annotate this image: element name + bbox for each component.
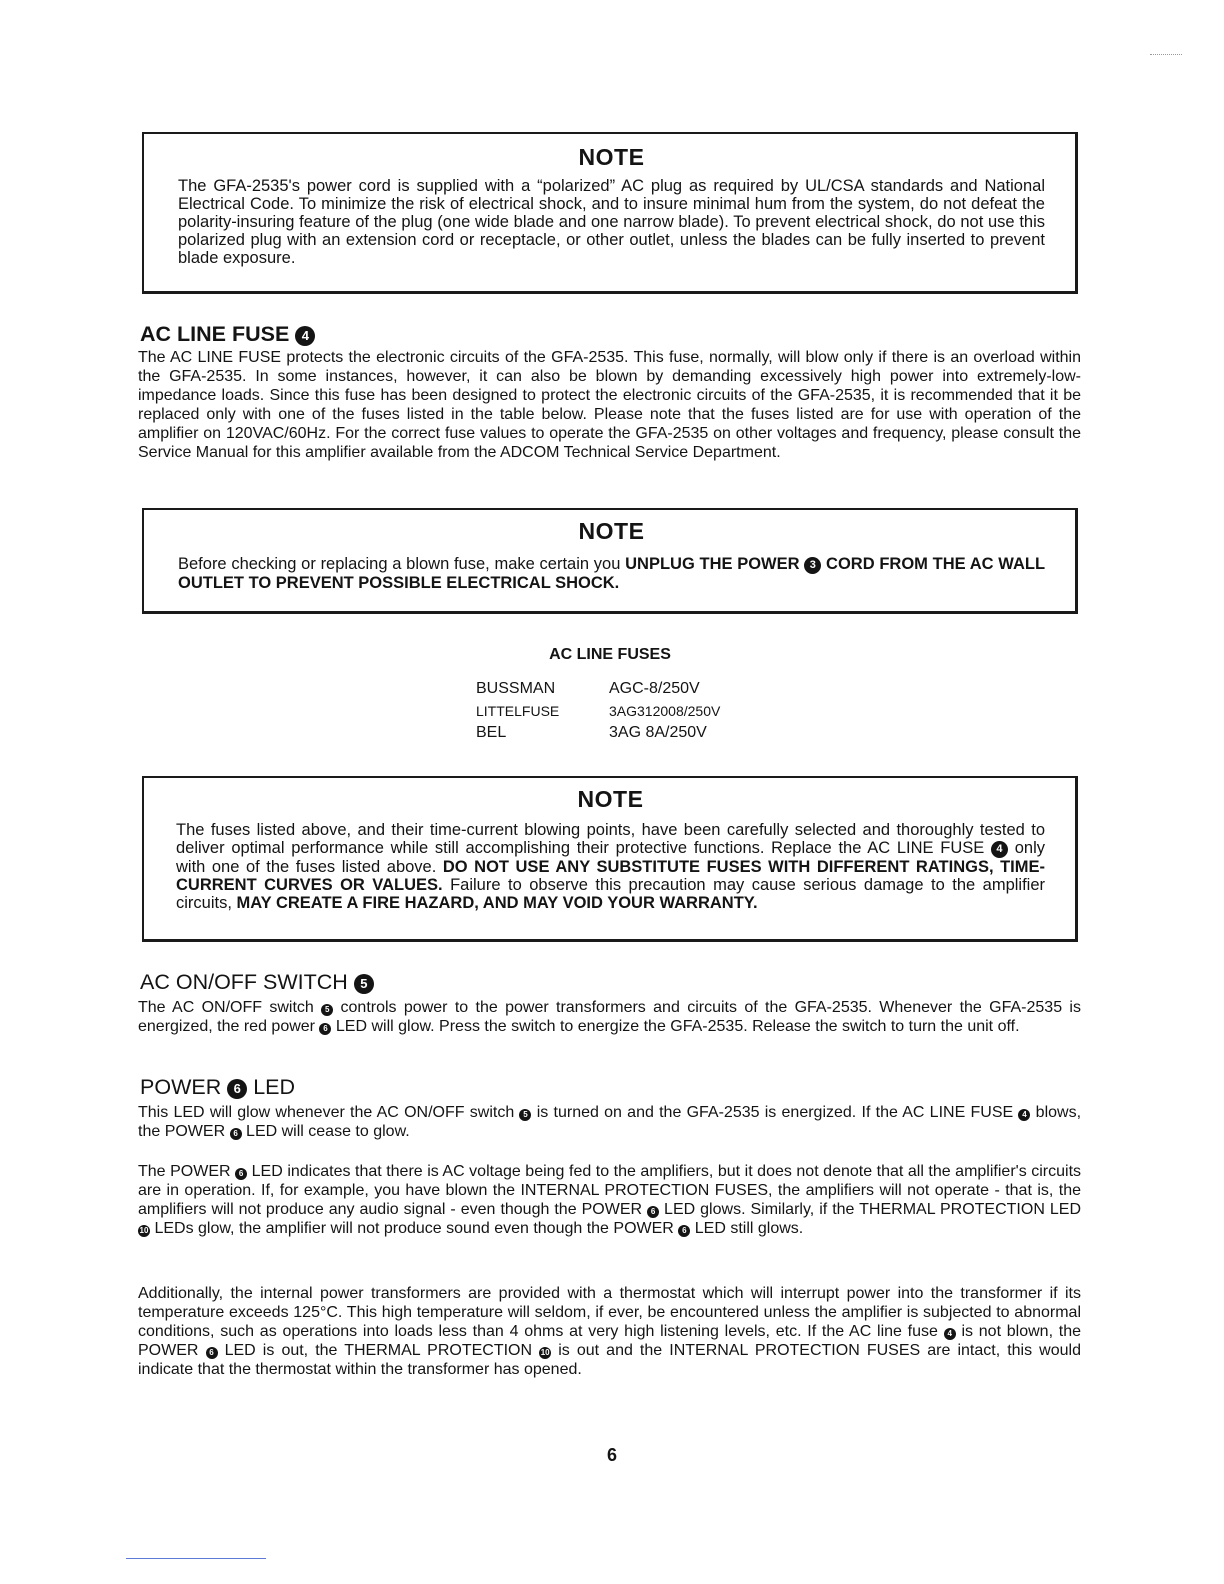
callout-3-icon: 3 [804, 557, 821, 574]
note-text: The GFA-2535's power cord is supplied with a “polarized” AC plug as required by UL/CSA standards and National Electrical Code. To minimize the risk of electrical shock, and to insure minimal hum from the system, do not defeat the polarity-insuring feature of the plug (one wide blade and one narrow blade). To prevent electrical shock, do not use this polarized plug with an extension cord or receptacle, or other outlet, unless the blades can be fully inserted to prevent blade exposure. [178, 177, 1045, 267]
callout-5-icon: 5 [519, 1109, 531, 1121]
note-box-polarized-plug [142, 132, 1078, 294]
note-title: NOTE [578, 144, 645, 170]
table-row [476, 700, 720, 722]
footer-rule [126, 1558, 266, 1559]
fuse-part: 3AG312008/250V [609, 703, 721, 719]
note-box-unplug [142, 508, 1078, 614]
callout-10-icon: 10 [139, 1226, 149, 1235]
section-title-ac-line-fuse: AC LINE FUSE 4 [140, 322, 315, 347]
section-title-power-led: POWER 6 LED [140, 1075, 296, 1099]
page-number: 6 [606, 1445, 617, 1465]
note-box-substitute-fuses [142, 776, 1078, 942]
led-paragraph-3: Additionally, the internal power transformers are provided with a thermostat which will interrupt power into the transformer if its temperature exceeds 125°C. This high temperature will seldom, if ever, be encountered unless the amplifier is subjected to abnormal conditions, such as operations into loads less than 4 ohms at very high listening levels, etc. If the AC line fuse 4 is not blown, the POWER 6 LED is out, the THERMAL PROTECTION 10 is out and the INTERNAL PROTECTION FUSES are intact, this would indicate that the thermostat within the transformer has opened. [138, 1285, 1082, 1378]
callout-4-icon: 4 [944, 1328, 956, 1340]
callout-6-icon: 6 [678, 1225, 690, 1237]
fuse-part: 3AG 8A/250V [609, 724, 707, 741]
fuse-brand: BUSSMAN [476, 680, 556, 697]
table-row [476, 678, 720, 700]
callout-6-icon: 6 [647, 1206, 659, 1218]
callout-4-icon: 4 [991, 841, 1008, 858]
callout-5-icon: 5 [354, 974, 374, 994]
fuse-table [476, 678, 720, 744]
callout-6-icon: 6 [227, 1079, 247, 1099]
callout-6-icon: 6 [235, 1168, 247, 1180]
note-title: NOTE [578, 518, 645, 544]
callout-6-icon: 6 [319, 1023, 331, 1035]
led-paragraph-2: The POWER 6 LED indicates that there is AC voltage being fed to the amplifiers, but it does not denote that all the amplifier's circuits are in operation. If, for example, you have blown the INTERNAL PROTECTION FUSES, the amplifiers will not operate - that is, the amplifiers will not produce any audio signal - even though the POWER 6 LED glows. Similarly, if the THERMAL PROTECTION LED 10 LEDs glow, the amplifier will not produce sound even though the POWER 6 LED still glows. [138, 1163, 1082, 1237]
section-title-ac-switch: AC ON/OFF SWITCH 5 [140, 970, 374, 995]
led-paragraph-1: This LED will glow whenever the AC ON/OFF switch 5 is turned on and the GFA-2535 is energized. If the AC LINE FUSE 4 blows, the POWER 6 LED will cease to glow. [138, 1104, 1082, 1140]
table-row [476, 722, 720, 744]
note-title: NOTE [577, 786, 644, 812]
fuse-part: AGC-8/250V [609, 680, 700, 697]
callout-10-icon: 10 [540, 1348, 550, 1357]
note-text: The fuses listed above, and their time-current blowing points, have been carefully selected and thoroughly tested to deliver optimal performance while still accomplishing their protective functions. Replace the AC LINE FUSE 4 only with one of the fuses listed above. DO NOT USE ANY SUBSTITUTE FUSES WITH DIFFERENT RATINGS, TIME-CURRENT CURVES OR VALUES. Failure to observe this precaution may cause serious damage to the amplifier circuits, MAY CREATE A FIRE HAZARD, AND MAY VOID YOUR WARRANTY. [176, 821, 1045, 912]
switch-paragraph: The AC ON/OFF switch 5 controls power to the power transformers and circuits of the GFA-2535. Whenever the GFA-2535 is energized, the red power 6 LED will glow. Press the switch to energize the GFA-2535. Release the switch to turn the unit off. [138, 999, 1081, 1035]
corner-mark [1150, 54, 1182, 55]
fuse-brand: BEL [476, 724, 507, 741]
callout-5-icon: 5 [321, 1004, 333, 1016]
callout-6-icon: 6 [206, 1347, 218, 1359]
callout-4-icon: 4 [1018, 1109, 1030, 1121]
callout-4-icon: 4 [295, 326, 315, 346]
fuse-brand: LITTELFUSE [476, 703, 560, 719]
fuse-paragraph: The AC LINE FUSE protects the electronic circuits of the GFA-2535. This fuse, normally, will blow only if there is an overload within the GFA-2535. In some instances, however, it can also be blown by demanding excessively high power into extremely-low-impedance loads. Since this fuse has been designed to protect the electronic circuits of the GFA-2535, it is recommended that it be replaced only with one of the fuses listed in the table below. Please note that the fuses listed are for use with operation of the amplifier on 120VAC/60Hz. For the correct fuse values to operate the GFA-2535 on other voltages and frequency, please consult the Service Manual for this amplifier available from the ADCOM Technical Service Department. [138, 349, 1081, 461]
callout-6-icon: 6 [230, 1128, 242, 1140]
note-text: Before checking or replacing a blown fuse, make certain you UNPLUG THE POWER 3 CORD FROM THE AC WALL OUTLET TO PREVENT POSSIBLE ELECTRICAL SHOCK. [178, 555, 1046, 592]
fuse-table-title: AC LINE FUSES [549, 646, 671, 663]
